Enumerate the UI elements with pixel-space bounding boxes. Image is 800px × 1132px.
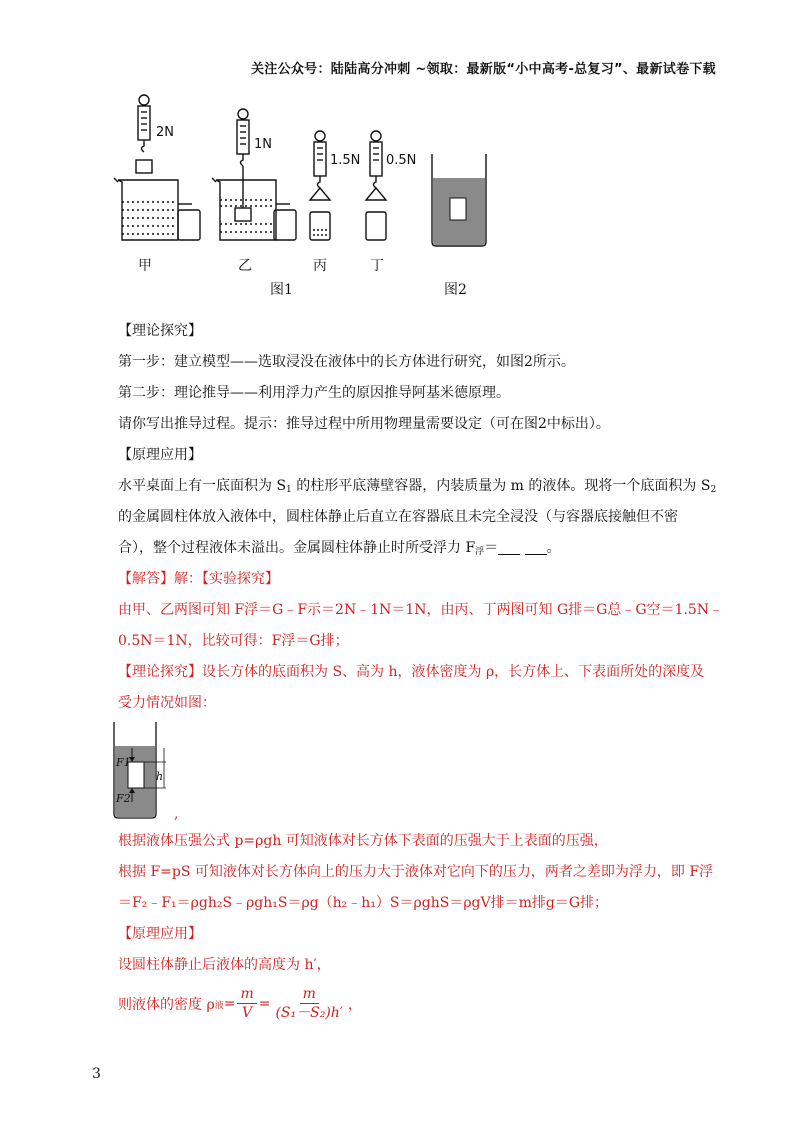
spring-scale-ding	[366, 131, 386, 240]
label-h: h	[156, 770, 164, 783]
label-1-5n: 1.5N	[330, 153, 361, 168]
beaker-jia	[114, 178, 200, 240]
label-0-5n: 0.5N	[386, 153, 417, 168]
answer-blank	[498, 540, 520, 555]
caption-bing: 丙	[313, 258, 327, 274]
label-2n: 2N	[156, 125, 174, 140]
answer-line6: 根据 F=pS 可知液体对长方体向上的压力大于液体对它向下的压力，两者之差即为浮力，即 F浮	[118, 864, 714, 880]
caption-jia: 甲	[138, 258, 152, 274]
answer-figure	[108, 718, 198, 828]
fraction-m-over-v: $\frac{m}{V}$	[237, 986, 256, 1022]
label-1n: 1N	[254, 137, 272, 152]
answer-line1: 由甲、乙两图可知 F浮＝G﹣F示＝2N﹣1N＝1N，由丙、丁两图可知 G排＝G总﹣G空＝1.5N﹣	[118, 602, 724, 618]
apply-title: 【原理应用】	[118, 447, 202, 463]
answer-body	[118, 826, 718, 981]
caption-yi: 乙	[238, 258, 252, 274]
apply-line2: 的金属圆柱体放入液体中，圆柱体静止后直立在容器底且未完全浸没（与容器底接触但不密	[118, 509, 678, 525]
label-f2: F2	[116, 792, 131, 805]
answer-line3: 【理论探究】设长方体的底面积为 S、高为 h，液体密度为 ρ，长方体上、下表面所处的深度及	[118, 664, 705, 680]
figure-comma: ,	[174, 806, 179, 822]
page-number: 3	[92, 1066, 101, 1082]
answer-line8: 【原理应用】	[118, 926, 202, 942]
prompt: 请你写出推导过程。提示：推导过程中所用物理量需要设定（可在图2中标出）。	[118, 416, 610, 432]
answer-line2: 0.5N＝1N，比较可得：F浮＝G排；	[118, 633, 349, 649]
beaker-yi	[212, 178, 296, 240]
theory-title: 【理论探究】	[118, 323, 202, 339]
spring-scale-bing	[310, 131, 330, 240]
experiment-figure	[108, 92, 608, 302]
page-header: 关注公众号：陆陆高分冲刺 ~领取：最新版“小中高考-总复习”、最新试卷下载	[250, 62, 716, 77]
answer-label: 【解答】解：【实验探究】	[118, 571, 279, 587]
answer-line7: ＝F₂﹣F₁＝ρgh₂S﹣ρgh₁S＝ρg（h₂﹣h₁）S＝ρghS＝ρgV排＝m排g＝G排；	[118, 895, 609, 911]
step1: 第一步：建立模型——选取浸没在液体中的长方体进行研究，如图2所示。	[118, 354, 575, 370]
caption-fig1: 图1	[270, 282, 293, 298]
answer-line5: 根据液体压强公式 p=ρgh 可知液体对长方体下表面的压强大于上表面的压强，	[118, 833, 608, 849]
answer-line9: 设圆柱体静止后液体的高度为 h′，	[118, 957, 331, 973]
answer-blank-2	[525, 540, 547, 555]
label-f1: F1	[116, 756, 131, 769]
question-body	[118, 316, 724, 719]
fraction-m-over-area: $\frac{m}{\text{(S₁－S₂)h′}}$	[275, 986, 343, 1021]
apply-line3: 合），整个过程液体未溢出。金属圆柱体静止时所受浮力 $F_浮=$ 。	[118, 540, 561, 557]
spring-scale-jia	[136, 95, 152, 173]
spring-scale-yi	[237, 109, 249, 208]
density-formula: 则液体的密度 ρ 液 = $\frac{m}{V}$ = $\frac{m}{\text{(S₁－S₂)h′}}$ ，	[118, 986, 362, 1021]
apply-line1: 水平桌面上有一底面积为 $S_1$ 的柱形平底薄壁容器，内装质量为 m 的液体。现将一个底面积为 $S_2$	[118, 478, 717, 495]
answer-line4: 受力情况如图：	[118, 695, 216, 711]
caption-fig2: 图2	[444, 282, 467, 298]
cuboid-fig2	[450, 198, 466, 220]
caption-ding: 丁	[370, 258, 384, 274]
step2: 第二步：理论推导——利用浮力产生的原因推导阿基米德原理。	[118, 385, 510, 401]
